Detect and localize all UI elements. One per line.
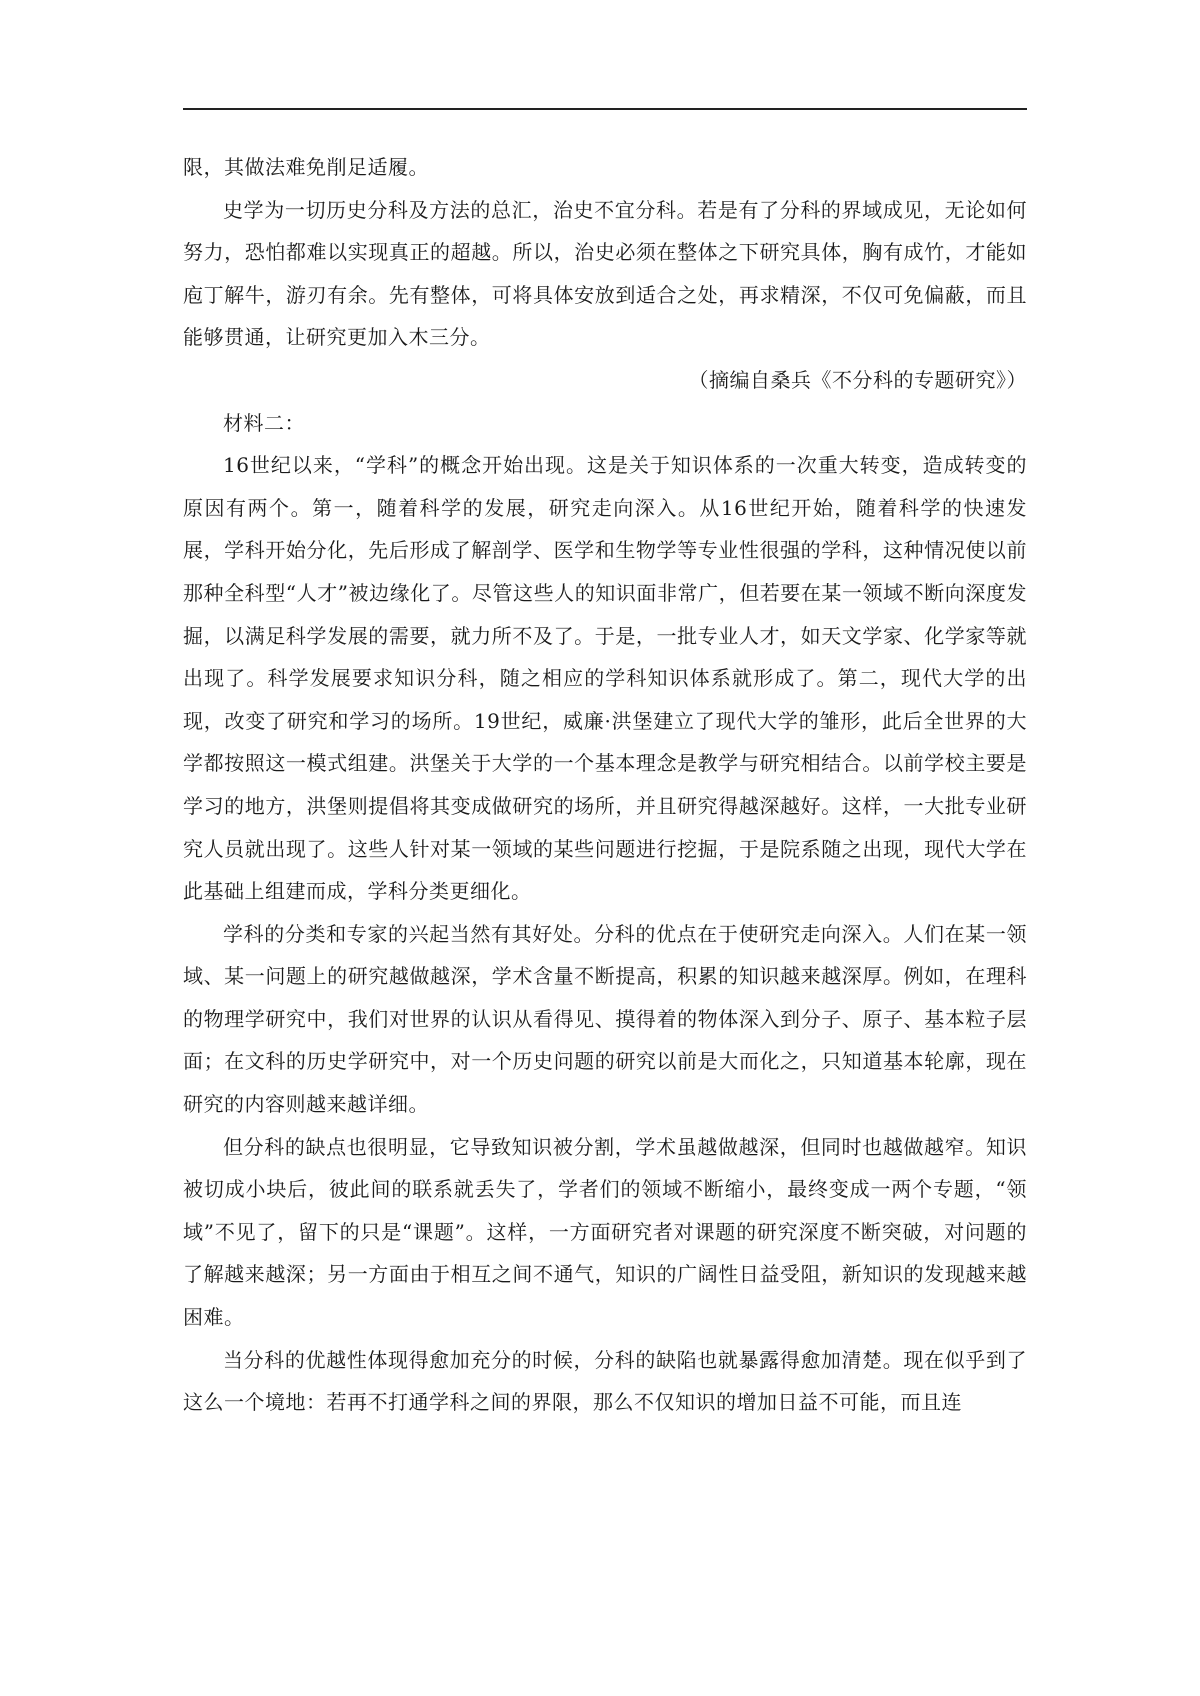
- paragraph: 16世纪以来，“学科”的概念开始出现。这是关于知识体系的一次重大转变，造成转变的原因有两个。第一，随着科学的发展，研究走向深入。从16世纪开始，随着科学的快速发展，学科开始分化，先后形成了解剖学、医学和生物学等专业性很强的学科，这种情况使以前那种全科型“人才”被边缘化了。尽管这些人的知识面非常广，但若要在某一领域不断向深度发掘，以满足科学发展的需要，就力所不及了。于是，一批专业人才，如天文学家、化学家等就出现了。科学发展要求知识分科，随之相应的学科知识体系就形成了。第二，现代大学的出现，改变了研究和学习的场所。19世纪，威廉·洪堡建立了现代大学的雏形，此后全世界的大学都按照这一模式组建。洪堡关于大学的一个基本理念是教学与研究相结合。以前学校主要是学习的地方，洪堡则提倡将其变成做研究的场所，并且研究得越深越好。这样，一大批专业研究人员就出现了。这些人针对某一领域的某些问题进行挖掘，于是院系随之出现，现代大学在此基础上组建而成，学科分类更细化。: [183, 453, 1027, 904]
- paragraph: 史学为一切历史分科及方法的总汇，治史不宜分科。若是有了分科的界域成见，无论如何努力，恐怕都难以实现真正的超越。所以，治史必须在整体之下研究具体，胸有成竹，才能如庖丁解牛，游刃有余。先有整体，可将具体安放到适合之处，再求精深，不仅可免偏蔽，而且能够贯通，让研究更加入木三分。: [183, 197, 1027, 350]
- paragraph: 学科的分类和专家的兴起当然有其好处。分科的优点在于使研究走向深入。人们在某一领域、某一问题上的研究越做越深，学术含量不断提高，积累的知识越来越深厚。例如，在理科的物理学研究中，我们对世界的认识从看得见、摸得着的物体深入到分子、原子、基本粒子层面；在文科的历史学研究中，对一个历史问题的研究以前是大而化之，只知道基本轮廓，现在研究的内容则越来越详细。: [183, 921, 1027, 1117]
- source-citation: （摘编自桑兵《不分科的专题研究》）: [688, 367, 1027, 392]
- paragraph: 但分科的缺点也很明显，它导致知识被分割，学术虽越做越深，但同时也越做越窄。知识被切成小块后，彼此间的联系就丢失了，学者们的领域不断缩小，最终变成一两个专题，“领域”不见了，留下的只是“课题”。这样，一方面研究者对课题的研究深度不断突破，对问题的了解越来越深；另一方面由于相互之间不通气，知识的广阔性日益受阻，新知识的发现越来越困难。: [183, 1134, 1027, 1330]
- header-rule: [183, 108, 1027, 110]
- section-heading: 材料二：: [223, 410, 305, 435]
- paragraph: 限，其做法难免削足适履。: [183, 155, 429, 179]
- paragraph: 当分科的优越性体现得愈加充分的时候，分科的缺陷也就暴露得愈加清楚。现在似乎到了这么一个境地：若再不打通学科之间的界限，那么不仅知识的增加日益不可能，而且连: [183, 1347, 1027, 1415]
- document-body: [183, 146, 1027, 1424]
